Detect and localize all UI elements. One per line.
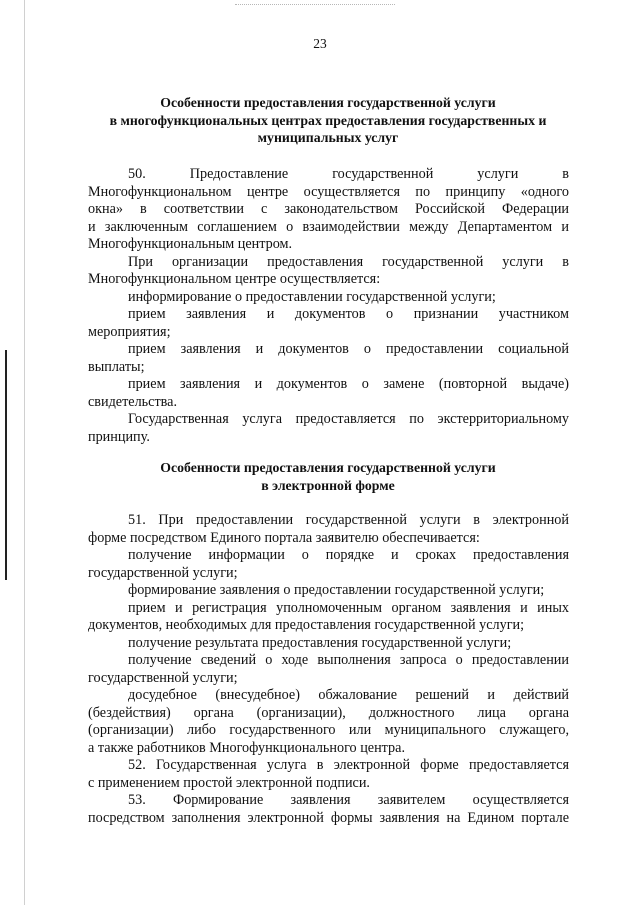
text-line: получение сведений о ходе выполнения запроса о предоставлении	[128, 652, 569, 668]
text-line: документов, необходимых для предоставления государственной услуги;	[88, 617, 525, 633]
text-line: формирование заявления о предоставлении государственной услуги;	[128, 582, 545, 598]
heading-line: Особенности предоставления государственной услуги	[160, 95, 496, 110]
text-line: получение результата предоставления государственной услуги;	[128, 634, 512, 651]
text-line: прием заявления и документов о признании участником	[128, 306, 569, 322]
text-line: Многофункциональном центре осуществляется:	[88, 271, 381, 287]
text-line: При организации предоставления государственной услуги в	[128, 253, 569, 270]
text-line: получение информации о порядке и сроках предоставления	[128, 547, 569, 563]
text-line: прием заявления и документов о замене (повторной выдаче)	[128, 376, 569, 392]
text-line: свидетельства.	[88, 393, 178, 410]
text-line: Государственная услуга предоставляется по экстерриториальному	[128, 411, 569, 427]
text-line: посредством заполнения электронной формы заявления на Едином портале	[88, 809, 569, 826]
text-line: (организации) либо государственного или муниципального служащего,	[88, 722, 569, 738]
text-line: досудебное (внесудебное) обжалование решений и действий	[128, 687, 569, 703]
scan-edge	[24, 0, 25, 905]
text-line: 51. При предоставлении государственной услуги в электронной	[128, 512, 569, 528]
text-line: и заключенным соглашением о взаимодействии между Департаментом и	[88, 218, 569, 235]
section2-heading	[88, 459, 568, 494]
heading-line: муниципальных услуг	[257, 130, 399, 145]
margin-rule	[5, 350, 7, 580]
text-line: принципу.	[88, 428, 150, 445]
text-line: 52. Государственная услуга в электронной форме предоставляется	[128, 757, 569, 773]
heading-line: в многофункциональных центрах предоставления государственных и	[109, 112, 547, 128]
section1-heading	[88, 94, 568, 147]
text-line: прием заявления и документов о предоставлении социальной	[128, 341, 569, 357]
text-line: 53. Формирование заявления заявителем осуществляется	[128, 792, 569, 808]
text-line: государственной услуги;	[88, 669, 238, 686]
heading-line: в электронной форме	[261, 477, 395, 493]
section2-body	[88, 512, 569, 827]
text-line: информирование о предоставлении государственной услуги;	[128, 288, 496, 305]
text-line: выплаты;	[88, 358, 145, 375]
scan-noise	[235, 4, 395, 11]
text-line: (бездействия) органа (организации), должностного лица органа	[88, 704, 569, 721]
text-line: 50. Предоставление государственной услуги в	[128, 166, 569, 182]
text-line: государственной услуги;	[88, 564, 238, 581]
section1-body	[88, 166, 569, 446]
text-line: форме посредством Единого портала заявителю обеспечивается:	[88, 529, 480, 546]
text-line: окна» в соответствии с законодательством Российской Федерации	[88, 201, 569, 217]
page-number: 23	[313, 36, 327, 51]
text-line: Многофункциональным центром.	[88, 236, 293, 252]
heading-line: Особенности предоставления государственной услуги	[160, 460, 496, 475]
text-line: прием и регистрация уполномоченным органом заявления и иных	[128, 599, 569, 616]
text-line: мероприятия;	[88, 323, 171, 340]
text-line: Многофункциональном центре осуществляется по принципу «одного	[88, 183, 569, 200]
text-line: а также работников Многофункционального центра.	[88, 739, 405, 756]
text-line: с применением простой электронной подписи.	[88, 774, 370, 791]
